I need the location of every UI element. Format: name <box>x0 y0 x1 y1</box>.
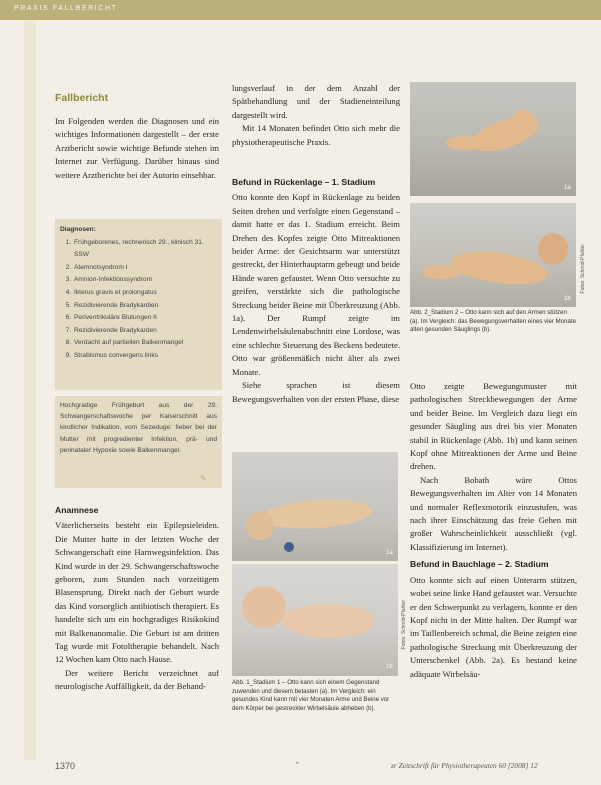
body-paragraph: Nach Bobath wäre Ottos Bewegungsverhalten im Alter von 14 Monaten und normaler Reflexmotorik einzustufen, was nach ihrer Einschätzung das freie Gehen mit großer Wahrscheinlichkeit ausschließt (vgl. Klassifizierung im Internet). <box>410 474 577 552</box>
anamnese-heading: Anamnese <box>55 505 99 515</box>
diagnosis-item: 8. Verdacht auf partiellen Balkenmangel <box>73 337 218 350</box>
photo-credit: Fotos: Schmid-Pfahler <box>401 600 407 650</box>
diagnosis-item: 9. Strabismus convergens links <box>73 350 218 363</box>
photo-label: 1b <box>386 664 393 670</box>
column-3 <box>410 380 577 681</box>
figure-caption-1: Abb. 1_Stadium 1 – Otto kann sich einem Gegenstand zuwenden und diesem betasten (a). Im Vergleich: ein gesundes Kind kann mit vier Monaten Arme und Beine vor dem Körper bei gestreckter Wirbelsäule abheben (b). <box>232 679 390 712</box>
journal-footer: zr Zeitschrift für Physiotherapeuten 60 [2008] 12 <box>391 761 538 770</box>
column-2-top <box>232 82 400 149</box>
diagnosis-item: 1. Frühgeborenes, rechnerisch 29., klinisch 31. SSW <box>73 237 218 262</box>
anamnese-section <box>55 500 219 694</box>
body-paragraph: Siehe sprachen ist diesem Bewegungsverhalten von der ersten Phase, diese <box>232 380 400 404</box>
note-box: Hochgradige Frühgeburt aus der 29. Schwangerschaftswoche per Kaiserschnitt aus kindlicher Indikation, vom Sezeduge: fieber bei der Mutter mit progredienter Infektion, prä- und perinataler Hypoxie sowie Balkenmangel. <box>55 396 222 488</box>
anamnese-paragraph: Der weitere Bericht verzeichnet auf neurologische Auffälligkeit, da der Behand- <box>55 667 219 692</box>
diagnoses-title: Diagnosen: <box>60 226 96 233</box>
diagnoses-list <box>55 237 222 363</box>
diagnosis-item: 3. Amnion-Infektionssyndrom <box>73 274 218 287</box>
photo-infant-prone-1 <box>410 82 576 196</box>
diagnosis-item: 2. Atemnotsyndrom I <box>73 262 218 275</box>
header-bar <box>0 0 601 20</box>
body-paragraph: Otto konnte sich auf einen Unterarm stützen, wobei seine linke Hand gefaustet war. Versuchte er den Schwerpunkt zu verlagern, konnte er den Kopf nicht in der Mitte halten. Der Rumpf war im Taillenbereich schmal, die Beine zeigten eine pathologische Streckung mit Überkreuzung der Unterschenkel (Abb. 2a). Es bestand keine adäquate Wirbelsäu- <box>410 574 577 679</box>
section-heading: Befund in Rückenlage – 1. Stadium <box>232 177 376 187</box>
diagnosis-item: 7. Rezidivierende Bradykarden <box>73 325 218 338</box>
figure-caption-2: Abb. 2_Stadium 2 – Otto kann sich auf den Armen stützen (a). Im Vergleich: das Bewegungsverhalten eines vier Monate alten gesunden Säuglings (b). <box>410 309 576 334</box>
diagnosis-item: 6. Periventrikuläre Blutungen II <box>73 312 218 325</box>
photo-label: 1a <box>386 550 393 556</box>
body-paragraph: lungsverlauf in der dem Anzahl der Spätbehandlung und der Stadieneinteilung dargestellt wird. <box>232 83 400 120</box>
photo-label: 1b <box>564 296 571 302</box>
photo-infant-supine-1 <box>232 452 398 561</box>
page-number: 1370 <box>55 761 76 771</box>
diagnosis-item: 5. Rezidivierende Bradykardien <box>73 300 218 313</box>
body-paragraph: Otto zeigte Bewegungsmuster mit pathologischen Streckbewegungen der Arme und beider Beine. Im Vergleich dazu liegt ein gesunder Säugling aus drei bis vier Monaten stabil in Rückenlage (Abb. 1b) und kann seinen Kopf ohne Mitreaktionen der Arme und Beine drehen. <box>410 381 577 472</box>
photo-infant-prone-2 <box>410 203 576 307</box>
diagnoses-box <box>55 219 222 390</box>
photo-infant-supine-2 <box>232 564 398 676</box>
pencil-icon: ✎ <box>200 474 207 483</box>
anamnese-paragraph: Väterlicherseits besteht ein Epilepsieleiden. Die Mutter hatte in der letzten Woche der Schwangerschaft eine Harnwegsinfektion. Das Kind wurde in der 29. Schwangerschaftswoche geboren, zum Stunden nach vorzeitigem Blasensprung. Direkt nach der Geburt wurde das Kind vorsorglich antibiotisch therapiert. Es handelte sich um ein hochgradiges Risikokind mit Balkenanomalie. Die Geburt ist am dritten Tag wurde mit Fotoltherapie behandelt. Nach 12 Wochen kam Otto nach Hause. <box>55 520 219 665</box>
footer-mark: * <box>296 762 299 768</box>
intro-paragraph: Im Folgenden werden die Diagnosen und ein wichtiges Informationen dargestellt – der erste Arztbericht sowie wichtige Befunde stehen im Internet zur Verfügung. Darüber hinaus sind weitere Arztberichte bei der Autorin einsehbar. <box>55 116 219 180</box>
diagnosis-item: 4. Ikterus gravis et prolongatus <box>73 287 218 300</box>
margin-band <box>24 20 36 760</box>
body-paragraph: Mit 14 Monaten befindet Otto sich mehr die physiotherapeutische Praxis. <box>232 123 400 147</box>
photo-label: 1a <box>564 185 571 191</box>
column-2-middle <box>232 172 400 406</box>
article-title: Fallbericht <box>55 92 109 104</box>
section-label: PRAXIS FALLBERICHT <box>14 5 118 12</box>
body-paragraph: Otto konnte den Kopf in Rückenlage zu beiden Seiten drehen und verfolgte einen Gegenstand – damit hatte er das 1. Stadium erreicht. Beim Drehen des Kopfes zeigte Otto Mitreaktionen beider Arme: der Gesichtsarm war unterstützt gestreckt, der Hinterhauptarm gebeugt und beide Hände waren gefaustet. Wenn Otto versuchte zu greifen, verstärkte sich die pathologische Streckung beider Beine mit Überkreuzung (Abb. 1a). Der Rumpf zeigte im Lendenwirbelsäulenabschnitt eine Lordose, was eine schlechte Steuerung des Beckens bedeutete. Otto war größenmäßich nicht älter als zwei Monate. <box>232 192 400 377</box>
photo-credit: Fotos: Schmid-Pfahler <box>580 244 586 294</box>
section-heading: Befund in Bauchlage – 2. Stadium <box>410 559 549 570</box>
